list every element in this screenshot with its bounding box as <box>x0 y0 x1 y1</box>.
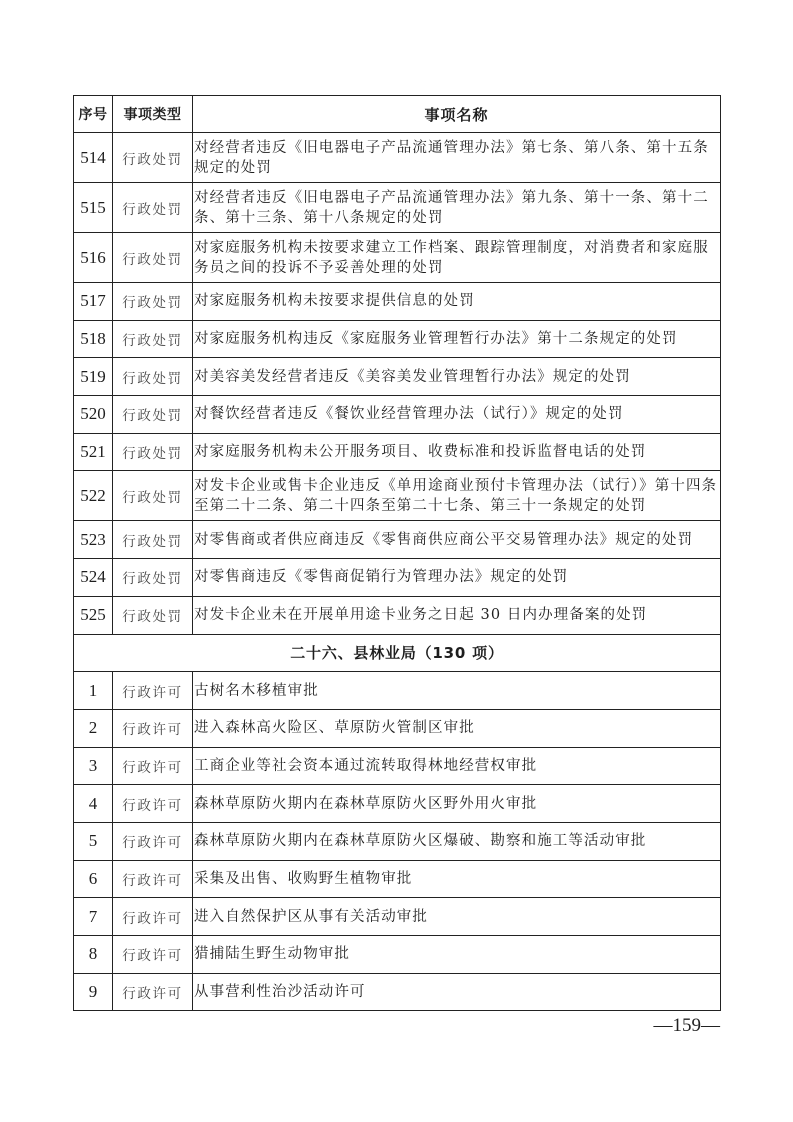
cell-item-name: 对家庭服务机构未公开服务项目、收费标准和投诉监督电话的处罚 <box>193 433 721 471</box>
cell-serial-number: 515 <box>74 183 113 233</box>
cell-item-name: 对家庭服务机构未按要求提供信息的处罚 <box>193 283 721 321</box>
table-row <box>74 233 721 283</box>
cell-item-type: 行政处罚 <box>113 133 193 183</box>
cell-item-type: 行政许可 <box>113 709 193 747</box>
cell-item-name: 对家庭服务机构未按要求建立工作档案、跟踪管理制度，对消费者和家庭服务员之间的投诉不予妥善处理的处罚 <box>193 233 721 283</box>
cell-item-name: 进入自然保护区从事有关活动审批 <box>193 898 721 936</box>
table-row <box>74 973 721 1011</box>
cell-item-name: 采集及出售、收购野生植物审批 <box>193 860 721 898</box>
cell-serial-number: 525 <box>74 596 113 634</box>
cell-serial-number: 521 <box>74 433 113 471</box>
table-row <box>74 785 721 823</box>
cell-serial-number: 1 <box>74 672 113 710</box>
cell-item-type: 行政处罚 <box>113 521 193 559</box>
cell-item-type: 行政许可 <box>113 672 193 710</box>
cell-serial-number: 516 <box>74 233 113 283</box>
table-row <box>74 433 721 471</box>
document-page <box>73 95 720 1011</box>
header-serial-number: 序号 <box>74 96 113 133</box>
cell-serial-number: 522 <box>74 471 113 521</box>
cell-serial-number: 520 <box>74 396 113 434</box>
table-row <box>74 559 721 597</box>
items-table <box>73 95 721 1011</box>
cell-item-name: 森林草原防火期内在森林草原防火区野外用火审批 <box>193 785 721 823</box>
table-row <box>74 521 721 559</box>
table-row <box>74 596 721 634</box>
table-row <box>74 747 721 785</box>
table-row <box>74 936 721 974</box>
cell-item-type: 行政许可 <box>113 822 193 860</box>
section-title: 二十六、县林业局（130 项） <box>74 634 721 672</box>
cell-item-type: 行政处罚 <box>113 183 193 233</box>
cell-item-name: 对发卡企业未在开展单用途卡业务之日起 30 日内办理备案的处罚 <box>193 596 721 634</box>
table-row <box>74 183 721 233</box>
cell-serial-number: 3 <box>74 747 113 785</box>
cell-item-type: 行政处罚 <box>113 471 193 521</box>
cell-item-name: 对家庭服务机构违反《家庭服务业管理暂行办法》第十二条规定的处罚 <box>193 320 721 358</box>
cell-item-type: 行政处罚 <box>113 233 193 283</box>
table-row <box>74 822 721 860</box>
table-row <box>74 283 721 321</box>
cell-item-name: 对零售商或者供应商违反《零售商供应商公平交易管理办法》规定的处罚 <box>193 521 721 559</box>
cell-item-name: 对餐饮经营者违反《餐饮业经营管理办法（试行）》规定的处罚 <box>193 396 721 434</box>
cell-item-name: 对美容美发经营者违反《美容美发业管理暂行办法》规定的处罚 <box>193 358 721 396</box>
cell-serial-number: 5 <box>74 822 113 860</box>
cell-serial-number: 9 <box>74 973 113 1011</box>
cell-item-type: 行政处罚 <box>113 433 193 471</box>
header-item-type: 事项类型 <box>113 96 193 133</box>
cell-item-name: 对发卡企业或售卡企业违反《单用途商业预付卡管理办法（试行）》第十四条至第二十二条、第二十四条至第二十七条、第三十一条规定的处罚 <box>193 471 721 521</box>
cell-serial-number: 517 <box>74 283 113 321</box>
table-row <box>74 898 721 936</box>
table-row <box>74 860 721 898</box>
cell-item-name: 工商企业等社会资本通过流转取得林地经营权审批 <box>193 747 721 785</box>
cell-item-name: 猎捕陆生野生动物审批 <box>193 936 721 974</box>
cell-serial-number: 4 <box>74 785 113 823</box>
cell-serial-number: 514 <box>74 133 113 183</box>
table-row <box>74 396 721 434</box>
cell-item-type: 行政处罚 <box>113 358 193 396</box>
cell-item-name: 从事营利性治沙活动许可 <box>193 973 721 1011</box>
cell-serial-number: 7 <box>74 898 113 936</box>
header-item-name: 事项名称 <box>193 96 721 133</box>
table-header-row <box>74 96 721 133</box>
cell-item-name: 古树名木移植审批 <box>193 672 721 710</box>
page-number: —159— <box>653 1015 720 1036</box>
cell-serial-number: 6 <box>74 860 113 898</box>
table-row <box>74 709 721 747</box>
cell-serial-number: 518 <box>74 320 113 358</box>
cell-item-name: 进入森林高火险区、草原防火管制区审批 <box>193 709 721 747</box>
section-header-row <box>74 634 721 672</box>
cell-item-type: 行政许可 <box>113 785 193 823</box>
cell-item-type: 行政许可 <box>113 860 193 898</box>
cell-serial-number: 519 <box>74 358 113 396</box>
table-row <box>74 133 721 183</box>
cell-item-type: 行政许可 <box>113 936 193 974</box>
table-row <box>74 320 721 358</box>
cell-item-name: 森林草原防火期内在森林草原防火区爆破、勘察和施工等活动审批 <box>193 822 721 860</box>
cell-item-name: 对零售商违反《零售商促销行为管理办法》规定的处罚 <box>193 559 721 597</box>
cell-item-name: 对经营者违反《旧电器电子产品流通管理办法》第九条、第十一条、第十二条、第十三条、第十八条规定的处罚 <box>193 183 721 233</box>
table-row <box>74 672 721 710</box>
cell-serial-number: 524 <box>74 559 113 597</box>
cell-serial-number: 523 <box>74 521 113 559</box>
cell-item-name: 对经营者违反《旧电器电子产品流通管理办法》第七条、第八条、第十五条规定的处罚 <box>193 133 721 183</box>
cell-serial-number: 2 <box>74 709 113 747</box>
cell-item-type: 行政处罚 <box>113 396 193 434</box>
table-row <box>74 358 721 396</box>
cell-item-type: 行政许可 <box>113 973 193 1011</box>
cell-item-type: 行政处罚 <box>113 596 193 634</box>
cell-item-type: 行政处罚 <box>113 320 193 358</box>
cell-serial-number: 8 <box>74 936 113 974</box>
cell-item-type: 行政处罚 <box>113 283 193 321</box>
table-row <box>74 471 721 521</box>
cell-item-type: 行政处罚 <box>113 559 193 597</box>
cell-item-type: 行政许可 <box>113 747 193 785</box>
cell-item-type: 行政许可 <box>113 898 193 936</box>
